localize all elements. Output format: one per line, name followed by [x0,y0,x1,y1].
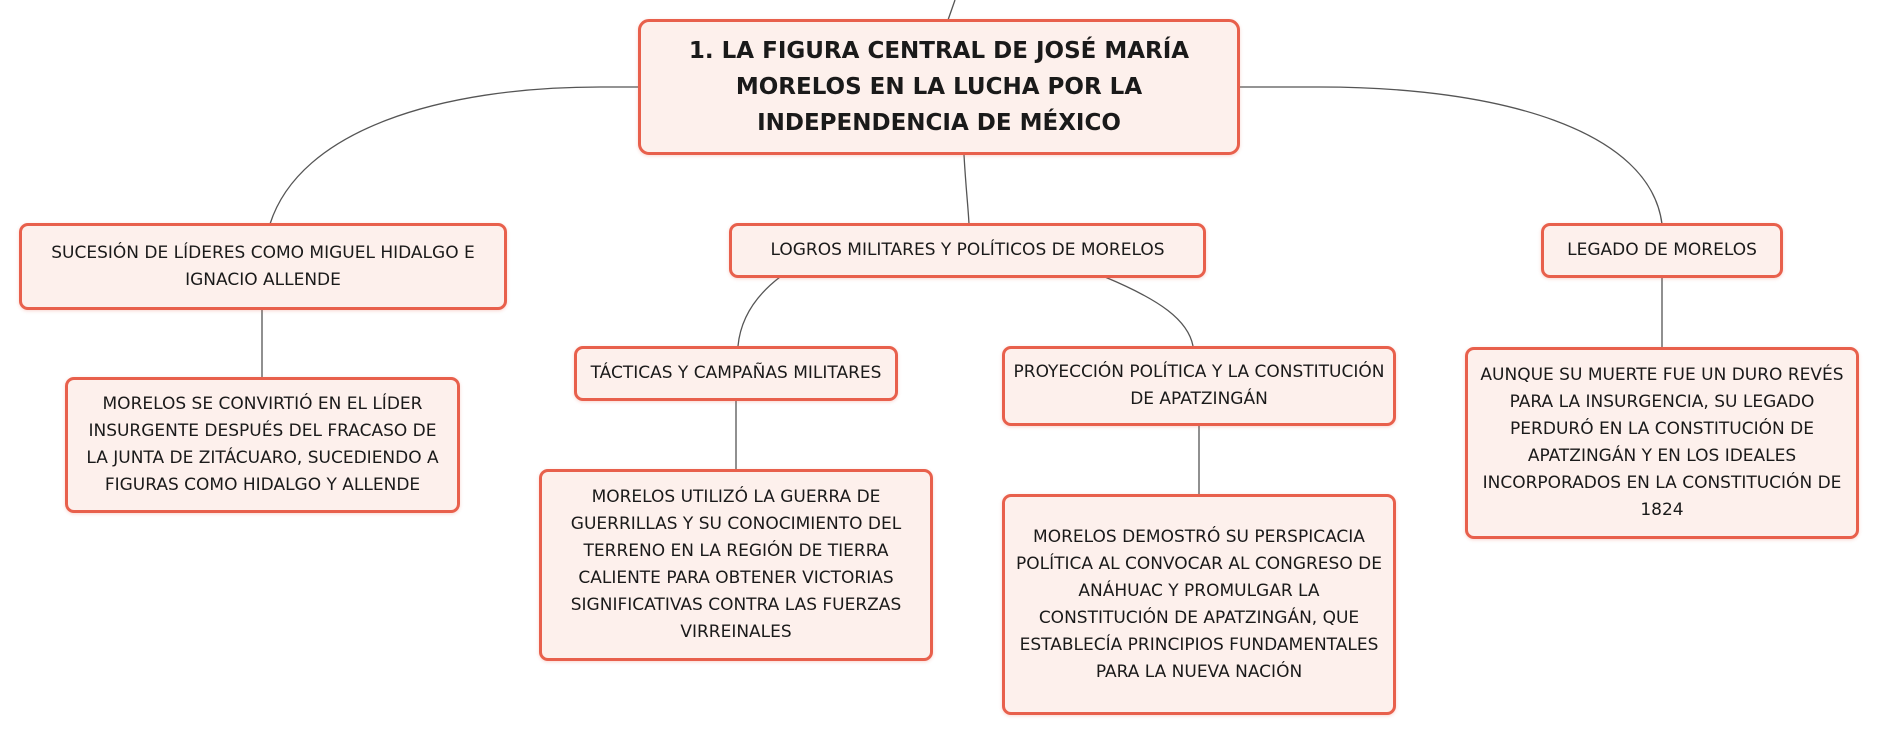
connector-root-to-legado [1240,87,1662,224]
tacticas-detail-node[interactable] [539,469,933,661]
sucesion-detail-node[interactable] [65,377,460,513]
connector-logros-to-tacticas [738,277,780,346]
sucesion-detail-text: MORELOS SE CONVIRTIÓ EN EL LÍDER INSURGENTE DESPUÉS DEL FRACASO DE LA JUNTA DE ZITÁCUARO, SUCEDIENDO A FIGURAS COMO HIDALGO Y ALLENDE [86,394,439,495]
legado-detail-text: AUNQUE SU MUERTE FUE UN DURO REVÉS PARA LA INSURGENCIA, SU LEGADO PERDURÓ EN LA CONSTITUCIÓN DE APATZINGÁN Y EN LOS IDEALES INCORPORADOS EN LA CONSTITUCIÓN DE 1824 [1480,365,1844,520]
legado-detail-node[interactable] [1465,347,1859,539]
branch-logros-node[interactable] [729,223,1206,278]
branch-legado-node[interactable] [1541,223,1783,278]
proyeccion-detail-node[interactable] [1002,494,1396,715]
connector-parent-to-root [948,0,955,20]
connector-root-to-sucesion [270,87,640,224]
connector-root-to-logros [964,155,969,224]
central-topic-title: 1. LA FIGURA CENTRAL DE JOSÉ MARÍA MORELOS EN LA LUCHA POR LA INDEPENDENCIA DE MÉXICO [688,38,1190,136]
central-topic-node[interactable] [638,19,1240,155]
proyeccion-node[interactable] [1002,346,1396,426]
proyeccion-title: PROYECCIÓN POLÍTICA Y LA CONSTITUCIÓN DE APATZINGÁN [1013,362,1385,409]
tacticas-title: TÁCTICAS Y CAMPAÑAS MILITARES [590,363,882,383]
branch-logros-title: LOGROS MILITARES Y POLÍTICOS DE MORELOS [770,240,1165,260]
proyeccion-detail-text: MORELOS DEMOSTRÓ SU PERSPICACIA POLÍTICA AL CONVOCAR AL CONGRESO DE ANÁHUAC Y PROMULGAR LA CONSTITUCIÓN DE APATZINGÁN, QUE ESTABLECÍA PRINCIPIOS FUNDAMENTALES PARA LA NUEVA NACIÓN [1016,526,1382,682]
connector-logros-to-proyeccion [1105,277,1193,346]
branch-legado-title: LEGADO DE MORELOS [1567,240,1757,260]
tacticas-node[interactable] [574,346,898,401]
branch-sucesion-node[interactable] [19,223,507,310]
tacticas-detail-text: MORELOS UTILIZÓ LA GUERRA DE GUERRILLAS Y SU CONOCIMIENTO DEL TERRENO EN LA REGIÓN DE TIERRA CALIENTE PARA OBTENER VICTORIAS SIGNIFICATIVAS CONTRA LAS FUERZAS VIRREINALES [570,487,902,642]
branch-sucesion-title: SUCESIÓN DE LÍDERES COMO MIGUEL HIDALGO E IGNACIO ALLENDE [51,242,475,290]
